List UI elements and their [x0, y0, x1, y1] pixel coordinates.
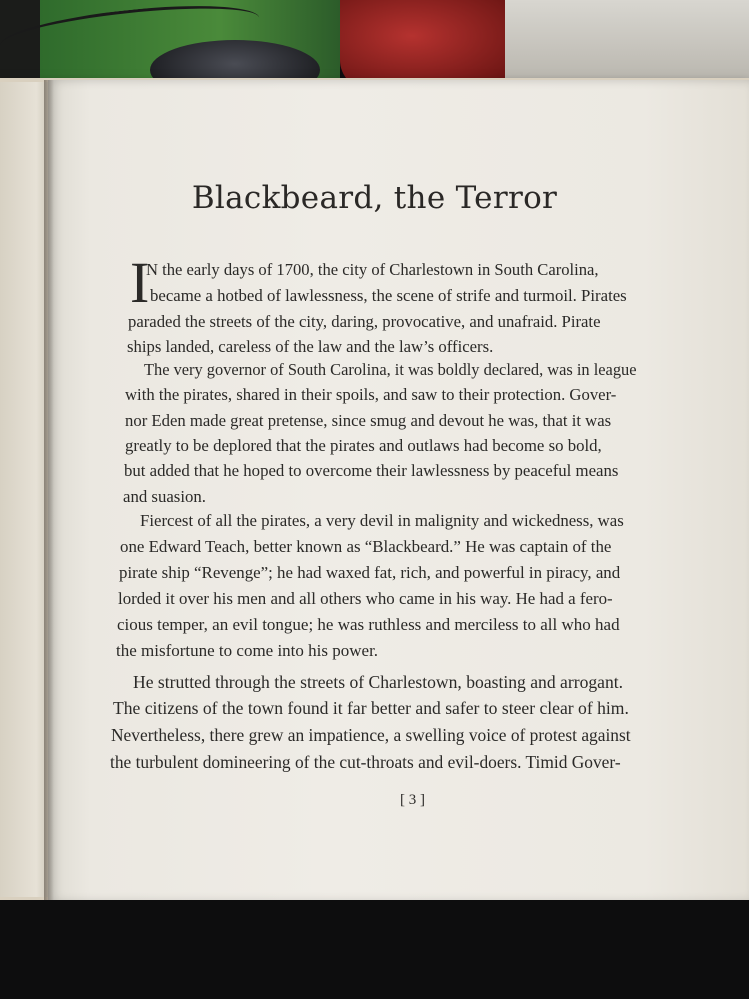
- drop-cap: I: [130, 250, 150, 315]
- text-line: greatly to be deplored that the pirates and outlaws had become so bold,: [125, 436, 602, 455]
- page-number: [ 3 ]: [400, 792, 425, 808]
- text-line: lorded it over his men and all others who came in his way. He had a fero-: [118, 589, 613, 608]
- page-title: Blackbeard, the Terror: [191, 180, 558, 216]
- text-line: N the early days of 1700, the city of Charlestown in South Carolina,: [146, 260, 599, 279]
- text-line: He strutted through the streets of Charlestown, boasting and arrogant.: [133, 672, 624, 692]
- text-line: The citizens of the town found it far better and safer to steer clear of him.: [113, 698, 629, 718]
- text-line: cious temper, an evil tongue; he was ruthless and merciless to all who had: [117, 615, 620, 634]
- text-line: Nevertheless, there grew an impatience, a swelling voice of protest against: [111, 725, 631, 745]
- background-table-dark: [0, 900, 749, 999]
- text-line: Fiercest of all the pirates, a very devil in malignity and wickedness, was: [140, 511, 624, 530]
- text-line: and suasion.: [123, 487, 206, 506]
- text-line: paraded the streets of the city, daring, provocative, and unafraid. Pirate: [128, 312, 601, 331]
- background-red-cushion: [340, 0, 520, 90]
- text-line: one Edward Teach, better known as “Blackbeard.” He was captain of the: [120, 537, 612, 556]
- text-line: pirate ship “Revenge”; he had waxed fat, rich, and powerful in piracy, and: [119, 563, 621, 582]
- text-line: The very governor of South Carolina, it was boldly declared, was in league: [144, 360, 637, 379]
- text-line: but added that he hoped to overcome their lawlessness by peaceful means: [124, 461, 619, 480]
- text-line: became a hotbed of lawlessness, the scene of strife and turmoil. Pirates: [150, 286, 627, 305]
- text-line: with the pirates, shared in their spoils, and saw to their protection. Gover-: [125, 385, 617, 404]
- text-line: the turbulent domineering of the cut-throats and evil-doers. Timid Gover-: [110, 752, 621, 772]
- text-line: ships landed, careless of the law and the law’s officers.: [127, 337, 494, 356]
- background-plastic-box: [505, 0, 749, 84]
- text-line: nor Eden made great pretense, since smug and devout he was, that it was: [125, 411, 612, 430]
- text-line: the misfortune to come into his power.: [116, 641, 379, 660]
